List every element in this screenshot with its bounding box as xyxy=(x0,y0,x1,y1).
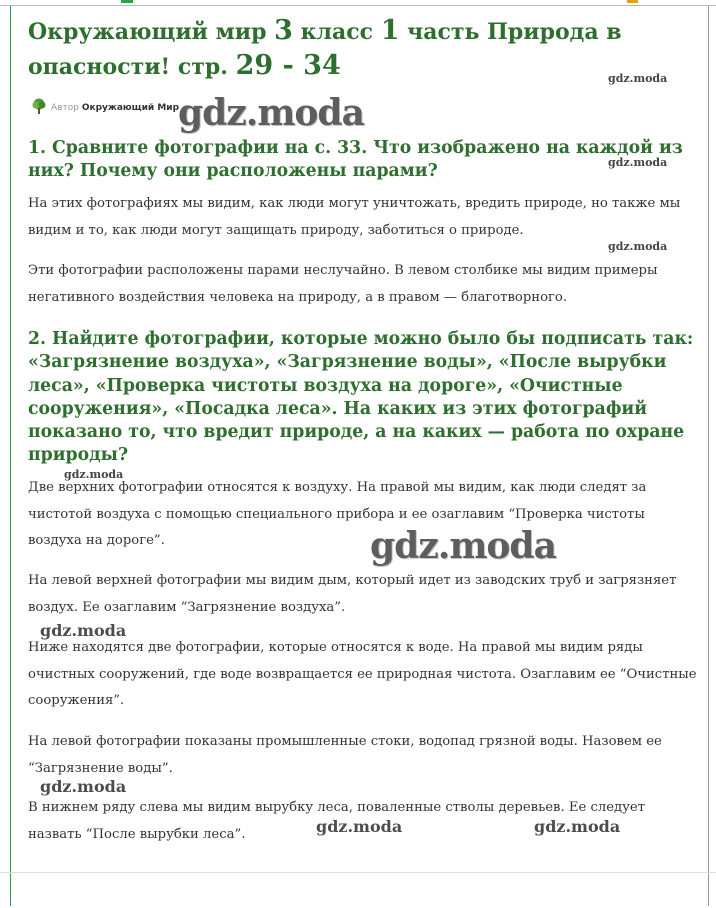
tree-icon xyxy=(31,98,47,114)
section-1-paragraph: На этих фотографиях мы видим, как люди могут уничтожать, вредить природе, но также мы видим и то, как люди могут защищать природу, заботиться о природе. xyxy=(28,196,681,238)
author-label: Автор xyxy=(51,103,79,113)
watermark: gdz.moda xyxy=(370,525,556,567)
bottom-divider xyxy=(0,872,716,873)
watermark: gdz.moda xyxy=(608,240,668,253)
section-2-paragraph: На левой верхней фотографии мы видим дым, который идет из заводских труб и загрязняет воздух. Ее озаглавим “Загрязнение воздуха”. xyxy=(28,573,677,615)
watermark: gdz.moda xyxy=(178,92,364,134)
watermark: gdz.moda xyxy=(64,468,124,481)
watermark: gdz.moda xyxy=(608,72,668,85)
section-1-heading: 1. Сравните фотографии на с. 33. Что изображено на каждой из них? Почему они расположены парами? xyxy=(28,138,683,182)
watermark: gdz.moda xyxy=(40,777,127,796)
tab-favicon-icon xyxy=(121,0,133,3)
section-2-heading: 2. Найдите фотографии, которые можно было бы подписать так: «Загрязнение воздуха», «Загрязнение воды», «После вырубки леса», «Проверка чистоты воздуха на дороге», «Очистные сооружения», «Посадка леса». На каких из этих фотографий показано то, что вредит природе, а на каких — работа по охране природы? xyxy=(28,329,694,466)
watermark: gdz.moda xyxy=(608,156,668,169)
section-2-paragraph: Две верхних фотографии относятся к воздуху. На правой мы видим, как люди следят за чистотой воздуха с помощью специального прибора и ее озаглавим “Проверка чистоты воздуха на дороге”. xyxy=(28,480,647,548)
watermark: gdz.moda xyxy=(40,621,127,640)
author-link[interactable]: Окружающий Мир xyxy=(81,103,180,113)
left-border xyxy=(10,6,11,906)
author-line xyxy=(31,98,179,114)
page-title: Окружающий мир 3 класс 1 часть Природа в опасности! стр. 29 - 34 xyxy=(28,15,622,81)
section-1-paragraph: Эти фотографии расположены парами неслучайно. В левом столбике мы видим примеры негативного воздействия человека на природу, а в правом — благотворного. xyxy=(28,263,658,305)
page-title-block xyxy=(28,14,700,84)
section-2-paragraph: Ниже находятся две фотографии, которые относятся к воде. На правой мы видим ряды очистных сооружений, где воде возвращается ее природная чистота. Озаглавим ее “Очистные сооружения”. xyxy=(28,640,697,708)
watermark: gdz.moda xyxy=(316,817,403,836)
extension-icon xyxy=(627,0,638,3)
watermark: gdz.moda xyxy=(534,817,621,836)
section-2-paragraph: На левой фотографии показаны промышленные стоки, водопад грязной воды. Назовем ее “Загрязнение воды”. xyxy=(28,734,662,776)
section-2-paragraph: В нижнем ряду слева мы видим вырубку леса, поваленные стволы деревьев. Ее следует назвать “После вырубки леса”. xyxy=(28,800,646,842)
right-border xyxy=(708,6,709,906)
browser-top-strip xyxy=(0,0,716,6)
